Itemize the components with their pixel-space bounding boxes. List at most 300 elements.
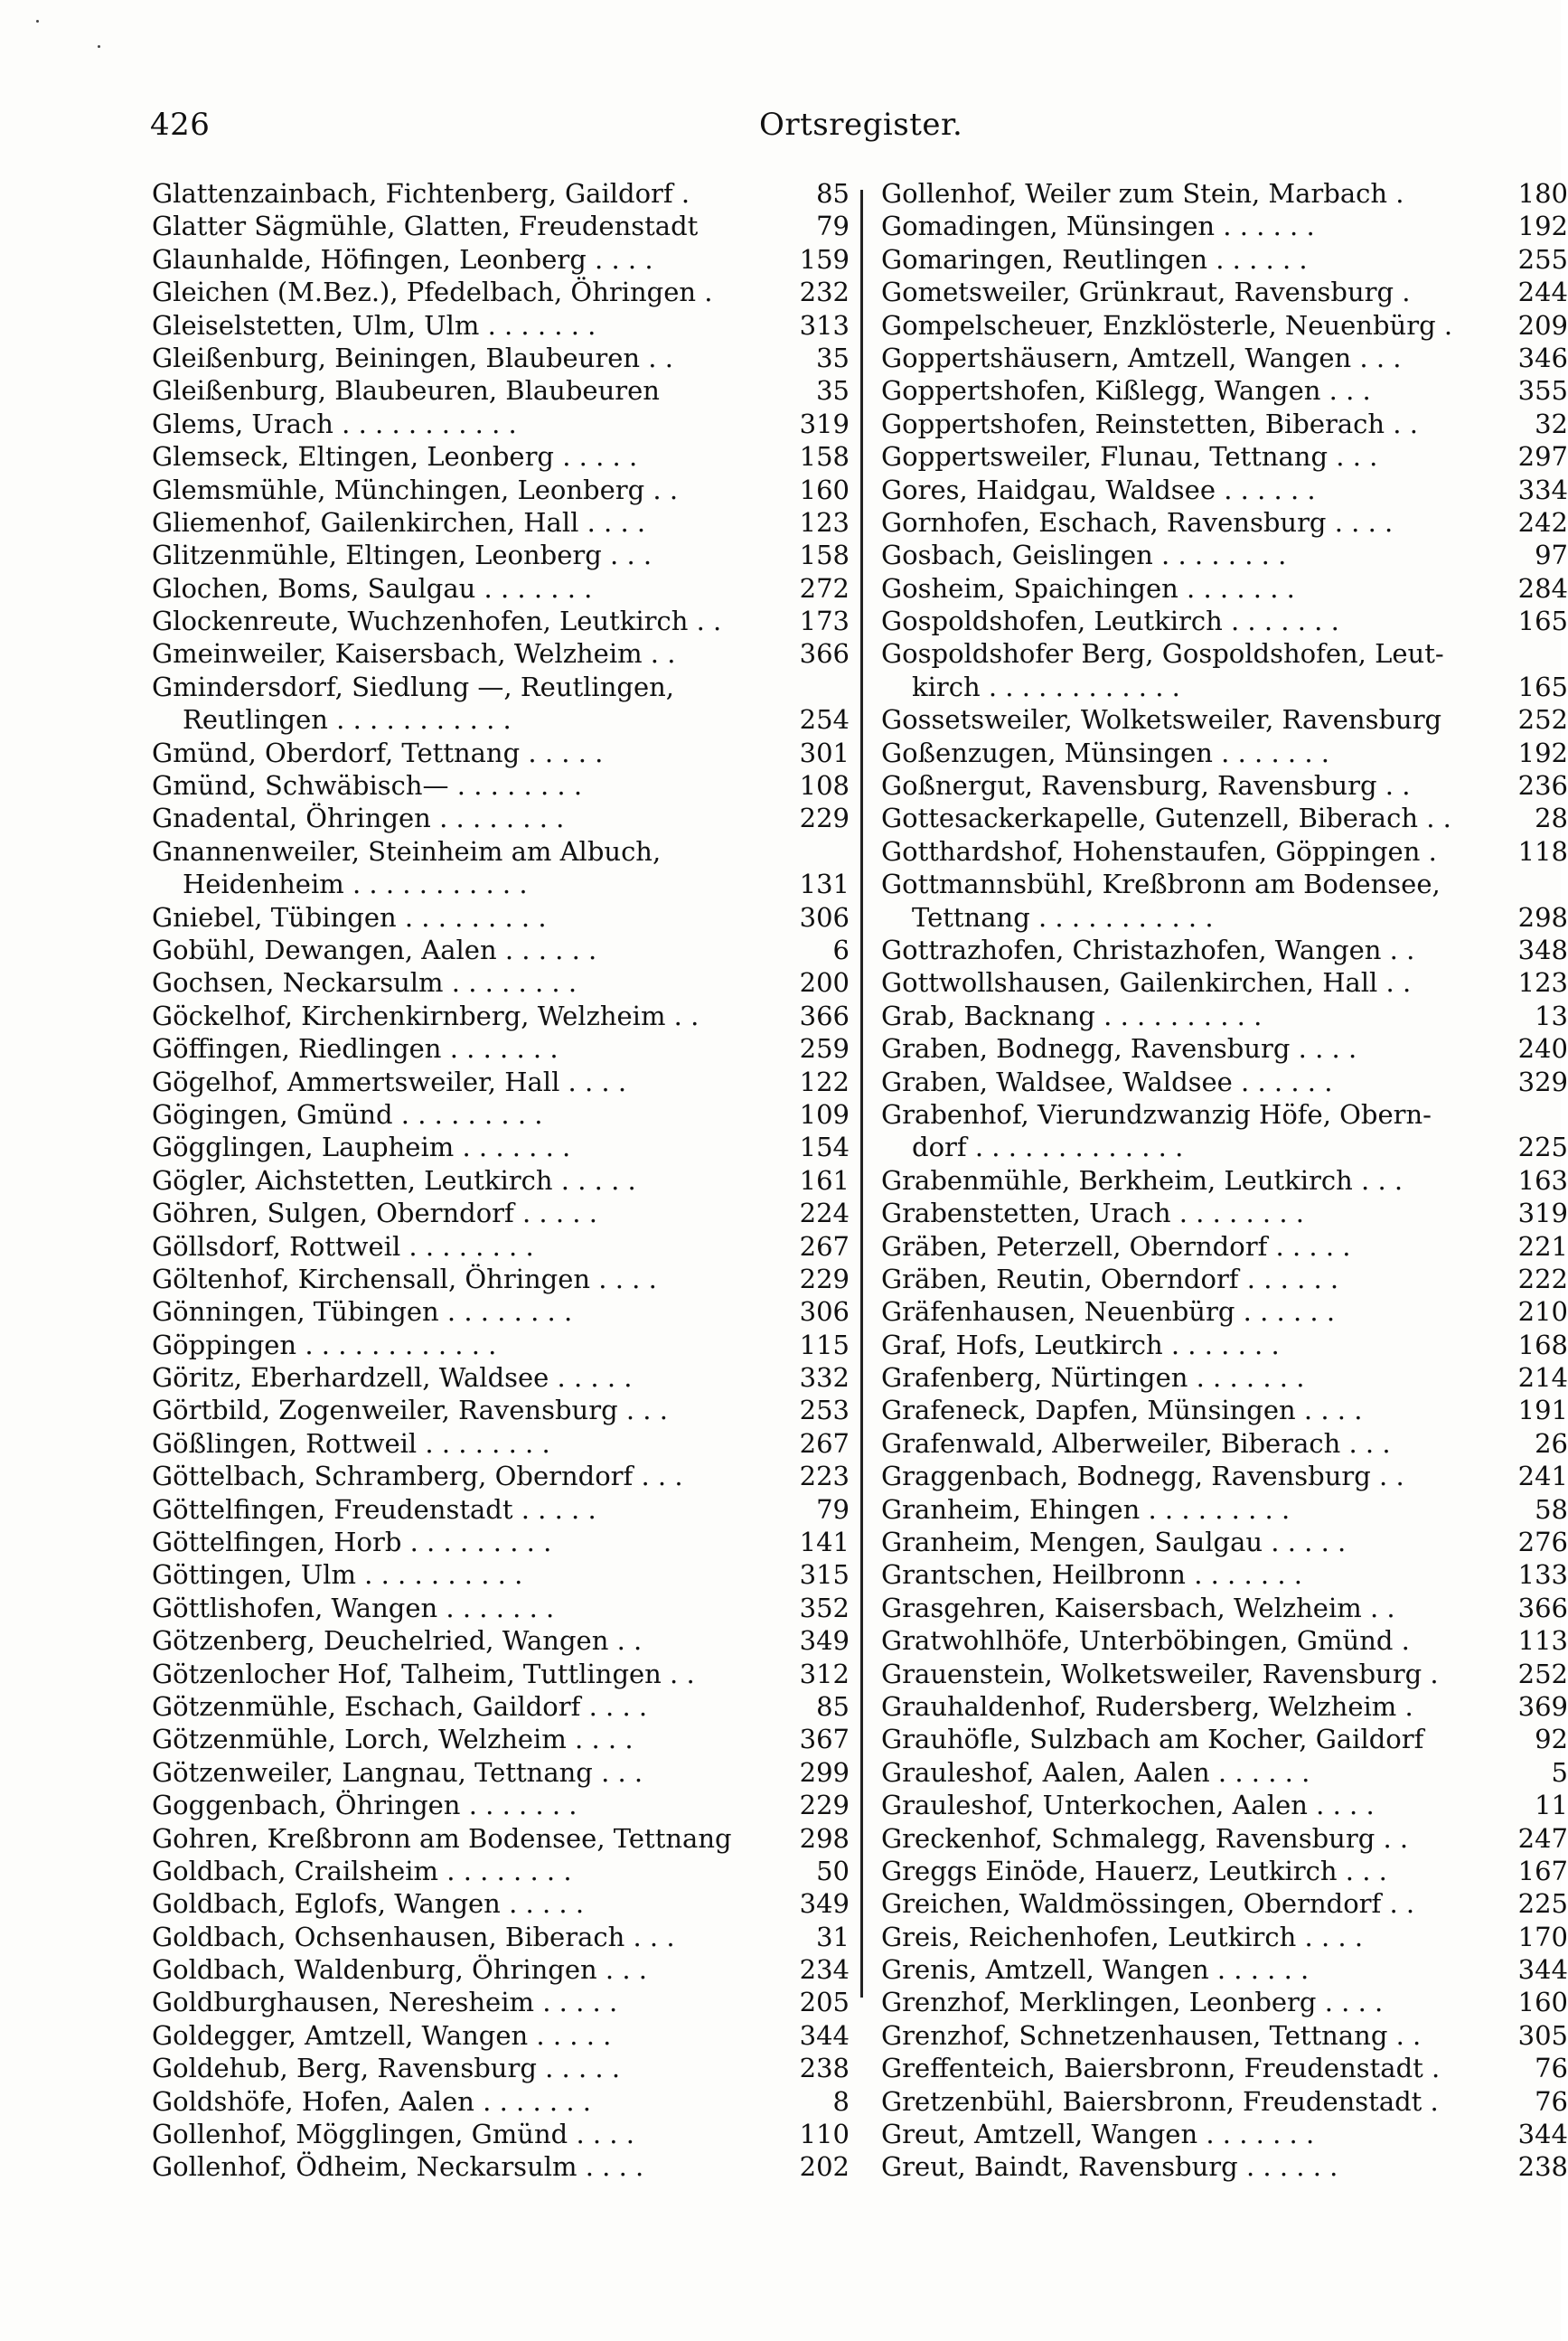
entry-text: Göffingen, Riedlingen . . . . . . . — [152, 1033, 559, 1065]
entry-text: Gollenhof, Ödheim, Neckarsulm . . . . — [152, 2151, 644, 2183]
index-entry — [152, 1460, 850, 1492]
entry-text: Grabenstetten, Urach . . . . . . . . — [881, 1198, 1305, 1229]
entry-page-number: 298 — [799, 1822, 850, 1854]
entry-page-number: 158 — [799, 441, 850, 473]
entry-text: Gliemenhof, Gailenkirchen, Hall . . . . — [152, 506, 646, 538]
entry-text: Gößlingen, Rottweil . . . . . . . . — [152, 1427, 550, 1459]
index-entry — [152, 1197, 850, 1229]
entry-page-number: 159 — [799, 243, 850, 275]
entry-text: Goldbach, Eglofs, Wangen . . . . . — [152, 1888, 585, 1920]
entry-text: Gögelhof, Ammertsweiler, Hall . . . . — [152, 1066, 627, 1097]
entry-page-number: 165 — [1517, 606, 1568, 637]
index-entry — [881, 1295, 1568, 1328]
entry-page-number: 242 — [1517, 506, 1568, 538]
index-entry — [152, 703, 850, 736]
entry-page-number: 210 — [1517, 1296, 1568, 1328]
index-entry — [881, 901, 1568, 934]
index-entry — [152, 1493, 850, 1526]
entry-page-number: 236 — [1517, 770, 1568, 802]
entry-page-number: 158 — [799, 540, 850, 571]
entry-text: Glochen, Boms, Saulgau . . . . . . . — [152, 572, 593, 604]
index-entry — [152, 1263, 850, 1295]
entry-text: Gniebel, Tübingen . . . . . . . . . — [152, 901, 547, 933]
index-entry — [152, 2085, 850, 2118]
index-entry — [881, 1756, 1568, 1789]
entry-text: Greffenteich, Baiersbronn, Freudenstadt . — [881, 2053, 1441, 2084]
entry-page-number: 334 — [1517, 474, 1568, 505]
entry-text: Glockenreute, Wuchzenhofen, Leutkirch . . — [152, 606, 722, 637]
index-entry — [152, 637, 850, 670]
index-entry — [152, 1164, 850, 1197]
index-entry — [152, 934, 850, 966]
index-entry — [881, 2118, 1568, 2150]
entry-text: Göttelfingen, Horb . . . . . . . . . — [152, 1527, 552, 1558]
entry-text: Grenzhof, Merklingen, Leonberg . . . . — [881, 1987, 1384, 2018]
entry-page-number: 85 — [816, 178, 850, 209]
entry-text: Gollenhof, Weiler zum Stein, Marbach . — [881, 178, 1404, 209]
entry-page-number: 221 — [1517, 1230, 1568, 1262]
entry-text: Gornhofen, Eschach, Ravensburg . . . . — [881, 506, 1394, 538]
entry-text: Goßnergut, Ravensburg, Ravensburg . . — [881, 770, 1411, 802]
entry-text: Göttelbach, Schramberg, Oberndorf . . . — [152, 1461, 683, 1492]
index-entry — [881, 1887, 1568, 1920]
entry-text: Glems, Urach . . . . . . . . . . . — [152, 408, 517, 439]
entry-page-number: 192 — [1517, 737, 1568, 768]
entry-text: Grasgehren, Kaisersbach, Welzheim . . — [881, 1592, 1395, 1623]
index-entry — [881, 637, 1568, 670]
index-entry — [152, 342, 850, 374]
entry-text: Heidenheim . . . . . . . . . . . — [183, 869, 528, 900]
entry-page-number: 115 — [799, 1329, 850, 1360]
index-entry — [881, 474, 1568, 506]
index-column-left — [152, 177, 850, 2184]
index-entry — [881, 1822, 1568, 1855]
entry-page-number: 160 — [799, 474, 850, 505]
entry-page-number: 168 — [1517, 1329, 1568, 1360]
index-entry — [881, 868, 1568, 900]
index-entry — [152, 440, 850, 473]
index-entry — [152, 1295, 850, 1328]
entry-text: Glattenzainbach, Fichtenberg, Gaildorf . — [152, 178, 690, 209]
index-entry — [152, 901, 850, 934]
entry-text: Gräben, Peterzell, Oberndorf . . . . . — [881, 1230, 1351, 1262]
index-entry — [152, 177, 850, 210]
ink-speck — [36, 20, 39, 23]
entry-page-number: 332 — [799, 1362, 850, 1394]
entry-text: Göttingen, Ulm . . . . . . . . . . — [152, 1559, 523, 1591]
entry-page-number: 214 — [1517, 1362, 1568, 1394]
index-entry — [152, 1394, 850, 1426]
entry-page-number: 8 — [832, 2085, 850, 2117]
entry-text: kirch . . . . . . . . . . . . — [912, 671, 1180, 702]
entry-text: Graggenbach, Bodnegg, Ravensburg . . — [881, 1461, 1404, 1492]
entry-text: Gospoldshofen, Leutkirch . . . . . . . — [881, 606, 1339, 637]
entry-page-number: 160 — [1517, 1987, 1568, 2018]
entry-text: Graben, Waldsee, Waldsee . . . . . . — [881, 1066, 1333, 1097]
index-entry — [152, 1756, 850, 1789]
entry-page-number: 141 — [799, 1527, 850, 1558]
index-entry — [152, 1822, 850, 1855]
index-entry — [881, 1690, 1568, 1723]
entry-text: Grantschen, Heilbronn . . . . . . . — [881, 1559, 1303, 1591]
index-entry — [881, 440, 1568, 473]
index-entry — [152, 1592, 850, 1624]
index-entry — [152, 868, 850, 900]
index-entry — [152, 1526, 850, 1558]
entry-text: Gmeinweiler, Kaisersbach, Welzheim . . — [152, 638, 676, 670]
entry-text: Gomaringen, Reutlingen . . . . . . — [881, 243, 1308, 275]
ink-speck — [98, 45, 100, 48]
entry-text: Granheim, Ehingen . . . . . . . . . — [881, 1493, 1291, 1525]
entry-text: Grauenstein, Wolketsweiler, Ravensburg . — [881, 1658, 1439, 1689]
entry-page-number: 348 — [1517, 934, 1568, 965]
index-entry — [152, 1032, 850, 1065]
entry-page-number: 241 — [1517, 1461, 1568, 1492]
entry-page-number: 35 — [816, 375, 850, 407]
entry-page-number: 109 — [799, 1098, 850, 1130]
entry-page-number: 234 — [799, 1954, 850, 1986]
entry-text: Reutlingen . . . . . . . . . . . — [183, 704, 512, 736]
entry-page-number: 253 — [799, 1395, 850, 1426]
entry-page-number: 267 — [799, 1230, 850, 1262]
entry-page-number: 222 — [1517, 1263, 1568, 1294]
entry-text: Grafenwald, Alberweiler, Biberach . . . — [881, 1427, 1391, 1459]
entry-text: Göckelhof, Kirchenkirnberg, Welzheim . . — [152, 1000, 699, 1031]
entry-text: Gobühl, Dewangen, Aalen . . . . . . — [152, 934, 597, 965]
entry-page-number: 110 — [799, 2119, 850, 2150]
entry-text: Gollenhof, Mögglingen, Gmünd . . . . — [152, 2119, 634, 2150]
entry-text: Gögingen, Gmünd . . . . . . . . . — [152, 1098, 543, 1130]
entry-text: Gottesackerkapelle, Gutenzell, Biberach . . — [881, 803, 1451, 834]
index-entry — [152, 2052, 850, 2084]
entry-page-number: 329 — [1517, 1066, 1568, 1097]
index-entry — [881, 1098, 1568, 1131]
entry-page-number: 154 — [799, 1132, 850, 1163]
entry-text: Glemsmühle, Münchingen, Leonberg . . — [152, 474, 679, 505]
entry-text: Goppertshäusern, Amtzell, Wangen . . . — [881, 342, 1402, 373]
entry-page-number: 79 — [816, 1493, 850, 1525]
entry-text: Grabenmühle, Berkheim, Leutkirch . . . — [881, 1164, 1404, 1196]
index-entry — [152, 243, 850, 276]
entry-text: Glitzenmühle, Eltingen, Leonberg . . . — [152, 540, 653, 571]
entry-page-number: 28 — [1535, 803, 1568, 834]
entry-text: Gotthardshof, Hohenstaufen, Göppingen . — [881, 835, 1437, 867]
entry-text: Gochsen, Neckarsulm . . . . . . . . — [152, 967, 577, 999]
index-entry — [881, 2019, 1568, 2052]
index-entry — [152, 374, 850, 407]
index-entry — [881, 605, 1568, 637]
index-entry — [152, 408, 850, 440]
index-entry — [152, 605, 850, 637]
entry-page-number: 252 — [1517, 704, 1568, 736]
index-entry — [152, 276, 850, 308]
entry-page-number: 50 — [816, 1855, 850, 1886]
entry-page-number: 35 — [816, 342, 850, 373]
entry-text: Götzenmühle, Lorch, Welzheim . . . . — [152, 1724, 634, 1755]
entry-text: Grenzhof, Schnetzenhausen, Tettnang . . — [881, 2019, 1422, 2051]
entry-text: Goppertshofen, Kißlegg, Wangen . . . — [881, 375, 1371, 407]
entry-text: Goppertsweiler, Flunau, Tettnang . . . — [881, 441, 1378, 473]
entry-page-number: 252 — [1517, 1658, 1568, 1689]
index-entry — [152, 966, 850, 999]
entry-text: Göllsdorf, Rottweil . . . . . . . . — [152, 1230, 534, 1262]
index-entry — [152, 1066, 850, 1098]
entry-text: Glemseck, Eltingen, Leonberg . . . . . — [152, 441, 638, 473]
entry-page-number: 76 — [1535, 2085, 1568, 2117]
entry-text: Grenis, Amtzell, Wangen . . . . . . — [881, 1954, 1310, 1986]
entry-page-number: 223 — [799, 1461, 850, 1492]
entry-text: Gnannenweiler, Steinheim am Albuch, — [152, 835, 662, 867]
entry-text: Goldburghausen, Neresheim . . . . . — [152, 1987, 618, 2018]
entry-text: Grauhaldenhof, Rudersberg, Welzheim . — [881, 1690, 1413, 1722]
entry-page-number: 26 — [1535, 1427, 1568, 1459]
entry-page-number: 240 — [1517, 1033, 1568, 1065]
entry-text: Götzenberg, Deuchelried, Wangen . . — [152, 1625, 643, 1657]
entry-page-number: 312 — [799, 1658, 850, 1689]
entry-page-number: 123 — [1517, 967, 1568, 999]
entry-page-number: 306 — [799, 901, 850, 933]
index-entry — [152, 1690, 850, 1723]
entry-text: Gomadingen, Münsingen . . . . . . — [881, 211, 1315, 242]
entry-page-number: 202 — [799, 2151, 850, 2183]
entry-page-number: 369 — [1517, 1690, 1568, 1722]
entry-text: Granheim, Mengen, Saulgau . . . . . — [881, 1527, 1347, 1558]
entry-text: Gretzenbühl, Baiersbronn, Freudenstadt . — [881, 2085, 1439, 2117]
entry-text: Greichen, Waldmössingen, Oberndorf . . — [881, 1888, 1415, 1920]
entry-page-number: 192 — [1517, 211, 1568, 242]
entry-text: Greckenhof, Schmalegg, Ravensburg . . — [881, 1822, 1409, 1854]
entry-page-number: 267 — [799, 1427, 850, 1459]
entry-text: Grafeneck, Dapfen, Münsingen . . . . — [881, 1395, 1363, 1426]
index-entry — [152, 539, 850, 571]
entry-page-number: 315 — [799, 1559, 850, 1591]
entry-page-number: 284 — [1517, 572, 1568, 604]
entry-page-number: 209 — [1517, 309, 1568, 341]
entry-page-number: 366 — [1517, 1592, 1568, 1623]
index-entry — [881, 1789, 1568, 1821]
entry-text: Gmünd, Schwäbisch— . . . . . . . . — [152, 770, 583, 802]
entry-page-number: 191 — [1517, 1395, 1568, 1426]
index-entry — [152, 1855, 850, 1887]
index-entry — [152, 1624, 850, 1657]
entry-page-number: 11 — [1535, 1790, 1568, 1821]
entry-page-number: 224 — [799, 1198, 850, 1229]
entry-page-number: 349 — [799, 1625, 850, 1657]
entry-page-number: 346 — [1517, 342, 1568, 373]
entry-text: Greis, Reichenhofen, Leutkirch . . . . — [881, 1921, 1364, 1952]
index-entry — [881, 966, 1568, 999]
entry-text: Gosheim, Spaichingen . . . . . . . — [881, 572, 1295, 604]
entry-text: Gompelscheuer, Enzklösterle, Neuenbürg . — [881, 309, 1453, 341]
index-entry — [881, 671, 1568, 703]
entry-text: Gleißenburg, Blaubeuren, Blaubeuren — [152, 375, 660, 407]
index-entry — [152, 1658, 850, 1690]
index-entry — [881, 1329, 1568, 1361]
entry-text: Gräben, Reutin, Oberndorf . . . . . . — [881, 1263, 1339, 1294]
index-entry — [152, 1000, 850, 1032]
entry-page-number: 272 — [799, 572, 850, 604]
entry-page-number: 313 — [799, 309, 850, 341]
entry-text: Goldbach, Ochsenhausen, Biberach . . . — [152, 1921, 675, 1952]
entry-text: Gospoldshofer Berg, Gospoldshofen, Leut- — [881, 638, 1444, 670]
index-entry — [881, 342, 1568, 374]
index-entry — [881, 737, 1568, 769]
index-entry — [152, 1986, 850, 2018]
entry-page-number: 5 — [1551, 1756, 1568, 1788]
entry-page-number: 165 — [1517, 671, 1568, 702]
index-entry — [881, 1263, 1568, 1295]
entry-page-number: 170 — [1517, 1921, 1568, 1952]
entry-page-number: 31 — [816, 1921, 850, 1952]
entry-page-number: 247 — [1517, 1822, 1568, 1854]
entry-page-number: 319 — [1517, 1198, 1568, 1229]
index-entry — [152, 572, 850, 605]
entry-text: Gmindersdorf, Siedlung —, Reutlingen, — [152, 671, 675, 702]
index-entry — [152, 309, 850, 342]
entry-page-number: 163 — [1517, 1164, 1568, 1196]
index-entry — [881, 1921, 1568, 1953]
index-entry — [881, 2085, 1568, 2118]
index-entry — [152, 2019, 850, 2052]
entry-page-number: 32 — [1535, 408, 1568, 439]
index-entry — [881, 572, 1568, 605]
entry-page-number: 244 — [1517, 277, 1568, 308]
entry-text: Gögler, Aichstetten, Leutkirch . . . . . — [152, 1164, 636, 1196]
entry-page-number: 161 — [799, 1164, 850, 1196]
entry-page-number: 305 — [1517, 2019, 1568, 2051]
entry-text: Grauleshof, Unterkochen, Aalen . . . . — [881, 1790, 1375, 1821]
entry-text: Grabenhof, Vierundzwanzig Höfe, Obern- — [881, 1098, 1432, 1130]
entry-text: Görtbild, Zogenweiler, Ravensburg . . . — [152, 1395, 668, 1426]
entry-page-number: 344 — [799, 2019, 850, 2051]
entry-page-number: 367 — [799, 1724, 850, 1755]
index-entry — [881, 1131, 1568, 1163]
entry-page-number: 259 — [799, 1033, 850, 1065]
entry-text: Göhren, Sulgen, Oberndorf . . . . . — [152, 1198, 597, 1229]
entry-page-number: 113 — [1517, 1625, 1568, 1657]
entry-page-number: 180 — [1517, 178, 1568, 209]
entry-page-number: 299 — [799, 1756, 850, 1788]
entry-text: Grafenberg, Nürtingen . . . . . . . — [881, 1362, 1305, 1394]
entry-text: Grauleshof, Aalen, Aalen . . . . . . — [881, 1756, 1310, 1788]
entry-text: dorf . . . . . . . . . . . . . — [912, 1132, 1184, 1163]
entry-text: Goldshöfe, Hofen, Aalen . . . . . . . — [152, 2085, 591, 2117]
entry-text: Graf, Hofs, Leutkirch . . . . . . . — [881, 1329, 1280, 1360]
index-entry — [881, 2150, 1568, 2183]
entry-page-number: 122 — [799, 1066, 850, 1097]
page-title: Ortsregister. — [759, 107, 963, 143]
entry-page-number: 297 — [1517, 441, 1568, 473]
entry-page-number: 205 — [799, 1987, 850, 2018]
index-entry — [881, 1230, 1568, 1263]
entry-page-number: 92 — [1535, 1724, 1568, 1755]
index-entry — [881, 243, 1568, 276]
index-entry — [881, 309, 1568, 342]
entry-text: Goldegger, Amtzell, Wangen . . . . . — [152, 2019, 612, 2051]
index-entry — [881, 1000, 1568, 1032]
index-entry — [881, 1723, 1568, 1755]
index-entry — [152, 210, 850, 242]
entry-page-number: 118 — [1517, 835, 1568, 867]
entry-text: Gottwollshausen, Gailenkirchen, Hall . . — [881, 967, 1412, 999]
entry-text: Grauhöfle, Sulzbach am Kocher, Gaildorf — [881, 1724, 1424, 1755]
entry-text: Gosbach, Geislingen . . . . . . . . — [881, 540, 1287, 571]
index-entry — [152, 1789, 850, 1821]
index-entry — [152, 1953, 850, 1986]
entry-text: Tettnang . . . . . . . . . . . — [912, 901, 1214, 933]
index-entry — [881, 1032, 1568, 1065]
entry-page-number: 352 — [799, 1592, 850, 1623]
entry-text: Gottrazhofen, Christazhofen, Wangen . . — [881, 934, 1415, 965]
entry-page-number: 355 — [1517, 375, 1568, 407]
entry-text: Gossetsweiler, Wolketsweiler, Ravensburg — [881, 704, 1442, 736]
entry-text: Gohren, Kreßbronn am Bodensee, Tettnang — [152, 1822, 732, 1854]
index-entry — [152, 671, 850, 703]
entry-text: Göppingen . . . . . . . . . . . . — [152, 1329, 497, 1360]
index-entry — [881, 1394, 1568, 1426]
entry-text: Göltenhof, Kirchensall, Öhringen . . . . — [152, 1263, 657, 1294]
index-entry — [881, 408, 1568, 440]
entry-text: Goggenbach, Öhringen . . . . . . . — [152, 1790, 577, 1821]
index-entry — [881, 835, 1568, 868]
entry-page-number: 133 — [1517, 1559, 1568, 1591]
entry-text: Graben, Bodnegg, Ravensburg . . . . — [881, 1033, 1357, 1065]
entry-page-number: 298 — [1517, 901, 1568, 933]
entry-page-number: 254 — [799, 704, 850, 736]
index-entry — [881, 177, 1568, 210]
index-entry — [881, 1066, 1568, 1098]
entry-page-number: 229 — [799, 1790, 850, 1821]
entry-page-number: 97 — [1535, 540, 1568, 571]
entry-page-number: 108 — [799, 770, 850, 802]
index-entry — [881, 276, 1568, 308]
entry-text: Greut, Baindt, Ravensburg . . . . . . — [881, 2151, 1338, 2183]
index-entry — [881, 374, 1568, 407]
entry-page-number: 306 — [799, 1296, 850, 1328]
entry-page-number: 76 — [1535, 2053, 1568, 2084]
entry-page-number: 232 — [799, 277, 850, 308]
index-entry — [881, 539, 1568, 571]
entry-page-number: 319 — [799, 408, 850, 439]
entry-page-number: 229 — [799, 1263, 850, 1294]
entry-text: Greut, Amtzell, Wangen . . . . . . . — [881, 2119, 1315, 2150]
index-entry — [152, 835, 850, 868]
index-entry — [881, 1197, 1568, 1229]
entry-text: Götzenweiler, Langnau, Tettnang . . . — [152, 1756, 643, 1788]
entry-text: Götzenlocher Hof, Talheim, Tuttlingen . . — [152, 1658, 695, 1689]
entry-page-number: 349 — [799, 1888, 850, 1920]
index-entry — [152, 737, 850, 769]
entry-page-number: 13 — [1535, 1000, 1568, 1031]
page-number: 426 — [150, 107, 211, 143]
index-entry — [881, 1592, 1568, 1624]
index-entry — [152, 1098, 850, 1131]
entry-page-number: 85 — [816, 1690, 850, 1722]
entry-text: Gottmannsbühl, Kreßbronn am Bodensee, — [881, 869, 1441, 900]
index-column-right — [881, 177, 1568, 2184]
index-entry — [881, 1624, 1568, 1657]
index-entry — [881, 934, 1568, 966]
entry-text: Gögglingen, Laupheim . . . . . . . — [152, 1132, 571, 1163]
index-entry — [881, 703, 1568, 736]
entry-text: Glaunhalde, Höfingen, Leonberg . . . . — [152, 243, 653, 275]
entry-text: Goßenzugen, Münsingen . . . . . . . — [881, 737, 1329, 768]
index-entry — [881, 1986, 1568, 2018]
entry-text: Grab, Backnang . . . . . . . . . . — [881, 1000, 1263, 1031]
entry-text: Goldbach, Crailsheim . . . . . . . . — [152, 1855, 572, 1886]
entry-text: Gräfenhausen, Neuenbürg . . . . . . — [881, 1296, 1336, 1328]
entry-page-number: 366 — [799, 1000, 850, 1031]
